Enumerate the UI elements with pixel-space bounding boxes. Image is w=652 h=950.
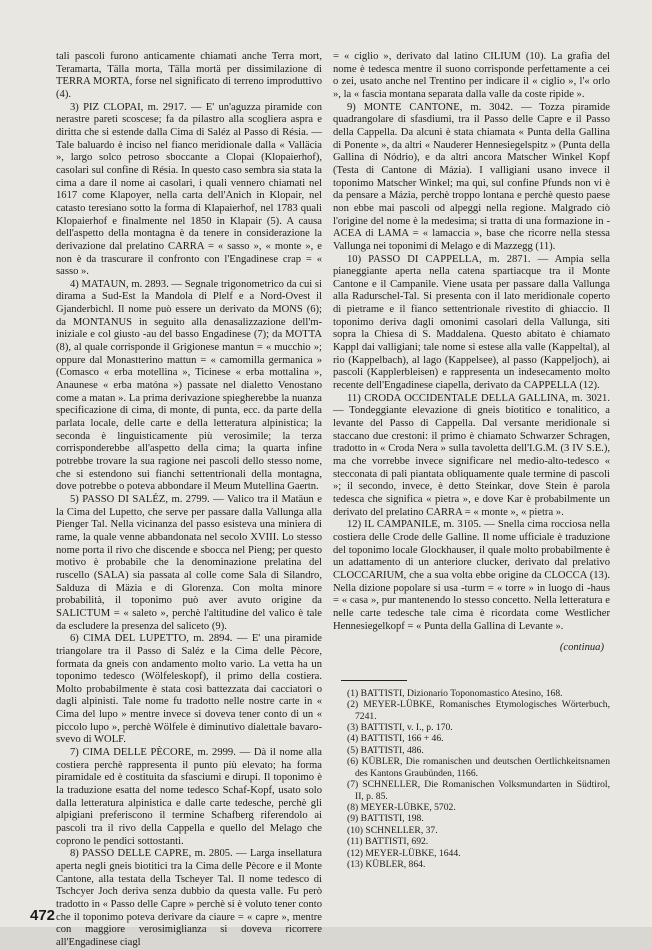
- footnote: (6) KÜBLER, Die romanischen und deutschen Oertlichkeitsnamen des Kantons Graubünden, 1166.: [347, 756, 610, 779]
- footnote: (13) KÜBLER, 864.: [347, 858, 426, 870]
- right-column: [333, 51, 610, 870]
- footnote: (4) BATTISTI, 166 + 46.: [347, 733, 444, 745]
- left-column: [56, 51, 322, 950]
- footnote: (10) SCHNELLER, 37.: [347, 824, 438, 836]
- footnote: (3) BATTISTI, v. I., p. 170.: [347, 722, 453, 734]
- footnote: (5) BATTISTI, 486.: [347, 744, 424, 756]
- footnote: (1) BATTISTI, Dizionario Toponomastico Atesino, 168.: [347, 687, 563, 699]
- paragraph: 7) CIMA DELLE PÈCORE, m. 2999. — Dà il nome alla costiera perchè rappresenta il punto più elevato; ha forma piramidale ed è costituita da sfasciumi e dirupi. Il toponimo è la traduzione esatta del nome tedesco Schaf-Kopf, usato solo dalla letteratura alpinistica e dalle carte tedesche, perchè gli alpigiani preferiscono il termine Schafberg riferendolo ai pascoli tra il rivo della Cappella e quello del Melago che coprono le pendici sottostanti.: [56, 747, 322, 847]
- footnote: (9) BATTISTI, 198.: [347, 813, 424, 825]
- paragraph: 9) MONTE CANTONE, m. 3042. — Tozza piramide quadrangolare di sfasdiumi, tra il Passo delle Capre e il Passo della Cappella. Da alcuni è stata chiamata « Punta della Gallina di Ponente », da altri « Nauderer Hennesiegelspitz » (Punta della Gallina di Nódrio), e da altri ancora Matscher Winkel Kopf (Testa di Cantone di Mázia). I valligiani usano invece il toponimo Matscher Winkel; ma qui, sul confine Pfunds non vi è da pensare a Mázia, perchè troppo lontana e perchè questo paese non ebbe mai pascoli od alpeggi nella regione. Malgrado ciò l'origine del nome è la medesima; si tratta di una formazione in -ACEA di LAMA = « lamaccia », base che ricorre nella stessa Vallunga nei toponimi di Melago e di Mazzegg (11).: [333, 101, 610, 252]
- footnote: (11) BATTISTI, 692.: [347, 836, 429, 848]
- footnote: (2) MEYER-LÜBKE, Romanisches Etymologisches Wörterbuch, 7241.: [347, 699, 610, 722]
- paragraph: 6) CIMA DEL LUPETTO, m. 2894. — E' una piramide triangolare tra il Passo di Saléz e la Cima delle Pècore, formata da gneis con andamento molto vario. La vetta ha un toponimo tedesco (Wölfeleskopf), il primo della costiera. Molto probabilmente è stata così battezzata dai cacciatori o dagli alpinisti. Tale nome fu tradotto nelle nostre carte in « Cima del lupo » mentre invece si doveva tener conto di un « piccolo lupo », perchè Wölfele è diminutivo dialettale bavaro-svevo di WOLF.: [56, 633, 322, 746]
- footnotes: [333, 688, 610, 871]
- paragraph: 11) CRODA OCCIDENTALE DELLA GALLINA, m. 3021. — Tondeggiante elevazione di gneis biotitico e tonalitico, a levante del Passo di Cappella. Dal versante meridionale si staccano due crestoni: il primo è chiamato Schwarzer Schragen, tradotto in « Croda Nera » sulla tavoletta dell'I.G.M. (3 IV S.E.), ma che vorrebbe invece significare nel medio-alto-tedesco « stecconata di pali piantata obliquamente quale termine di pascoli »; il secondo, invece, è detto Steinkar, dove Stein è parola tedesca che significa « pietra », e dove Kar è probabilmente un derivato del prelatino CARRA = « monte », « pietra ».: [333, 392, 610, 518]
- paragraph: tali pascoli furono anticamente chiamati anche Terra mort, Teramarta, Tälla morta, Tälla mortä per dissimilazione di TERRA MORTA, forse nel significato di terreno improduttivo (4).: [56, 51, 322, 100]
- paragraph: 4) MATAUN, m. 2893. — Segnale trigonometrico da cui si dirama a Sud-Est la Mandola di Plelf e a Nord-Ovest il Gjanderbichl. Il nome può essere un derivato da MONS (6); da MONTANUS in seguito alla denasalizzazione dell'm- iniziale e col giusto -au del basso Engadinese (7); da MOTTA (8), al quale corrisponde il Grigionese mantun = « mucchio »; oppure dal Monastterino mattun = « camomilla germanica » (Comasco « erba motellina », Ticinese « erba mottalina », Anaunese « erba matóna ») passate nel dialetto Venostano come a matan ». La prima derivazione spiegherebbe la nuanza specificazione di cima, di monte, di punta, ecc. da parte della parlata locale, delle carte e della letteratura alpinistica; la seconda è linguisticamente più verosimile; la terza corrisponderebbe all'aspetto della cima; la quarta infine potrebbe trovare la sua ragione nei pascoli dello stesso nome, che si estendono sui fianchi settentrionali della montagna, dove potrebbe o potevа abbondare il Meum Mutellina Gaertn.: [56, 278, 322, 493]
- paragraph: = « ciglio », derivato dal latino CILIUM (10). La grafia del nome è tedesca mentre il suono corrisponde perfettamente a cei o zei, usato anche nel Trentino per indicare il « ciglio », l'« orlo », la « fascia montana separata dalla valle da coste ripide ».: [333, 51, 610, 100]
- continued-label: (continua): [559, 642, 604, 654]
- paragraph: 8) PASSO DELLE CAPRE, m. 2805. — Larga insellatura aperta negli gneis biotitici tra la Cima delle Pècore e il Monte Cantone, alla testata della Tscheyer Tal. Il nome tedesco di Tschcyer Joch deriva senza dubbio da questa valle. Fu però tradotto in « Passo delle Capre » perchè si è voluto tener conto che il toponimo potevа derivare da ciaure = « capre », mentre con maggiore verosimiglianza si doveva ricorrere all'Engadinese ciagl: [56, 848, 322, 948]
- paragraph: 12) IL CAMPANILE, m. 3105. — Snella cima rocciosa nella costiera delle Crode delle Galline. Il nome ufficiale è traduzione del toponimo locale Glockhauser, il quale molto probabilmente è un adattamento di un anteriore clucker, derivato dal prelativo CLOCCARIUM, che a sua volta ebbe origine da CLOCCA (13). Nella dizione popolare si usa -turm = « torre » in luogo di -haus = « casa », pur mantenendo lo stesso concetto. Nella letteratura e nelle carte tedesche tale cima è ricordata come Westlicher Hennesiegelkopf = « Punta della Gallina di Levante ».: [333, 519, 610, 632]
- footnote: (8) MEYER-LÜBKE, 5702.: [347, 801, 456, 813]
- paragraph: 5) PASSO DI SALÉZ, m. 2799. — Valico tra il Matäun e la Cima del Lupetto, che serve per passare dalla Vallunga alla Pienger Tal. Nella vicinanza del passo esisteva una miniera di rame, la quale venne abbandonata nel secolo XVIII. Lo stesso nome porta il rivo che discende e sbocca nel Pieng; per questo motivo è probabile che la denominazione prelatina del ruscello (SALA) sia passata al colle come Sala di Silandro, Salduza di Mäzia e di Glorenza. Con molta minore probabilità, il toponimo può aver avuto origine da SALICTUM = « saleto », perchè l'altitudine del valico è tale da escludere la presenza del saliceto (9).: [56, 493, 322, 632]
- page-number: 472: [30, 907, 56, 924]
- paragraph: 10) PASSO DI CAPPELLA, m. 2871. — Ampia sella pianeggiante aperta nella catena spartiacque tra il Monte Cantone e il Campanile. Viene usata per passare dalla Vallunga alla Radurschel-Tal. Si presenta con il lato meridionale coperto di pietrame e il fianco settentrionale rivestito di ghiaccio. Il toponimo deriva dagli omonimi casolari della Vallunga, siti sopra la Chiesa di S. Maddalena. Questo abitato è chiamato Kappl dai valligiani; tale nome si estese alla valle (Kappeltal), al rio (Kappelbach), al lago (Kappelsee), al passo (Kappeljoch), ai pascoli (Kapplerbleisen) e rappresenta un indesecamento molto recente dell'Engadinese ciapella, derivato da CAPPELLA (12).: [333, 253, 610, 392]
- footnote-divider: [341, 680, 407, 681]
- paragraph: 3) PIZ CLOPAI, m. 2917. — E' un'aguzza piramide con nerastre pareti scoscese; fa da pilastro alla scogliera aspra e diritta che si estende dalla Cima di Saléz al Passo di Résia. — Tale baluardo è inciso nel fianco meridionale dalla « Valläcia », largo solco petroso sboccante a Clopai (Klopaierhof), casolari sul confine di Résia. In questo caso sembra sia stata la cima a dare il nome ai casolari, i quali vennero chiamati nel 1617 come Klapoyer, nella carta dell'Anich in Klopair, nel catasto teresiano sotto la forma di Klapaierhof, nel 1783 quali Klopaierhof e finalmente nel 1850 in Klapair (5). A causa dell'aspetto della montagna è da tenere in considerazione la derivazione dal prelatino CARRA = « sasso », « monte », e non è da trascurare il confronto con l'Engadinese crap = « sasso ».: [56, 101, 322, 278]
- footnote: (12) MEYER-LÜBKE, 1644.: [347, 847, 461, 859]
- footnote: (7) SCHNELLER, Die Romanischen Volksmundarten in Südtirol, II, p. 85.: [347, 779, 610, 802]
